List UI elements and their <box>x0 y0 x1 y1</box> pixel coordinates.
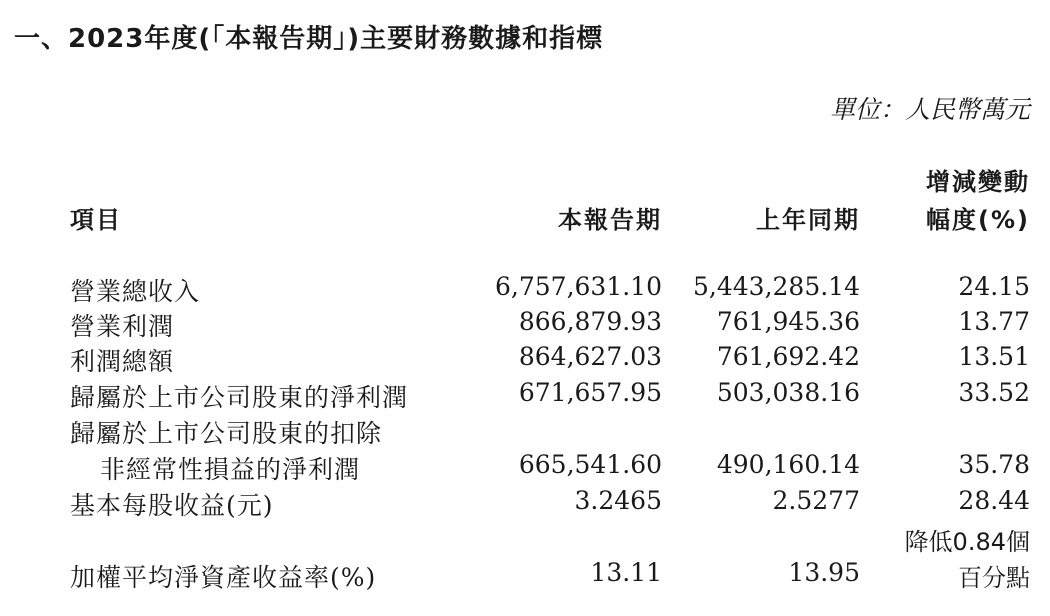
previous-value: 13.95 <box>788 558 860 587</box>
row-label: 營業利潤 <box>70 312 175 341</box>
table-row-label-line1 <box>0 414 1050 450</box>
previous-value: 761,945.36 <box>716 307 860 336</box>
change-value: 13.51 <box>958 342 1030 371</box>
header-previous-period: 上年同期 <box>756 206 860 234</box>
header-item: 項目 <box>70 206 122 234</box>
header-change <box>926 163 1030 239</box>
row-label: 營業總收入 <box>70 277 201 306</box>
change-note-line2: 百分點 <box>958 564 1030 592</box>
unit-label: 單位：人民幣萬元 <box>829 95 1030 124</box>
change-value: 13.77 <box>958 307 1030 336</box>
current-value: 866,879.93 <box>518 307 662 336</box>
row-label: 歸屬於上市公司股東的淨利潤 <box>70 383 409 412</box>
section-title: 一、2023年度(「本報告期」)主要財務數據和指標 <box>14 24 604 54</box>
table-row <box>0 272 1050 308</box>
table-row <box>0 378 1050 414</box>
change-value: 33.52 <box>958 378 1030 407</box>
table-row <box>0 450 1050 486</box>
current-value: 6,757,631.10 <box>495 272 662 301</box>
change-value: 24.15 <box>958 272 1030 301</box>
previous-value: 490,160.14 <box>716 450 860 479</box>
previous-value: 503,038.16 <box>716 378 860 407</box>
table-row <box>0 307 1050 343</box>
row-label: 加權平均淨資產收益率(%) <box>70 563 377 592</box>
change-value: 35.78 <box>958 450 1030 479</box>
table-row <box>0 558 1050 594</box>
previous-value: 761,692.42 <box>716 342 860 371</box>
change-note-line1: 降低0.84個 <box>904 528 1030 556</box>
current-value: 864,627.03 <box>518 342 662 371</box>
current-value: 13.11 <box>590 558 662 587</box>
previous-value: 5,443,285.14 <box>693 272 860 301</box>
row-label: 利潤總額 <box>70 347 175 376</box>
row-label-continued: 非經常性損益的淨利潤 <box>100 455 361 484</box>
change-value: 28.44 <box>958 486 1030 515</box>
table-row <box>0 486 1050 522</box>
header-change-line1: 增減變動 <box>926 168 1030 196</box>
change-note-line1-row <box>0 522 1050 558</box>
current-value: 671,657.95 <box>518 378 662 407</box>
current-value: 3.2465 <box>574 486 662 515</box>
table-row <box>0 342 1050 378</box>
header-current-period: 本報告期 <box>558 206 662 234</box>
previous-value: 2.5277 <box>772 486 860 515</box>
current-value: 665,541.60 <box>518 450 662 479</box>
row-label: 基本每股收益(元) <box>70 491 274 520</box>
row-label: 歸屬於上市公司股東的扣除 <box>70 419 383 448</box>
header-change-line2: 幅度(%) <box>926 206 1030 234</box>
